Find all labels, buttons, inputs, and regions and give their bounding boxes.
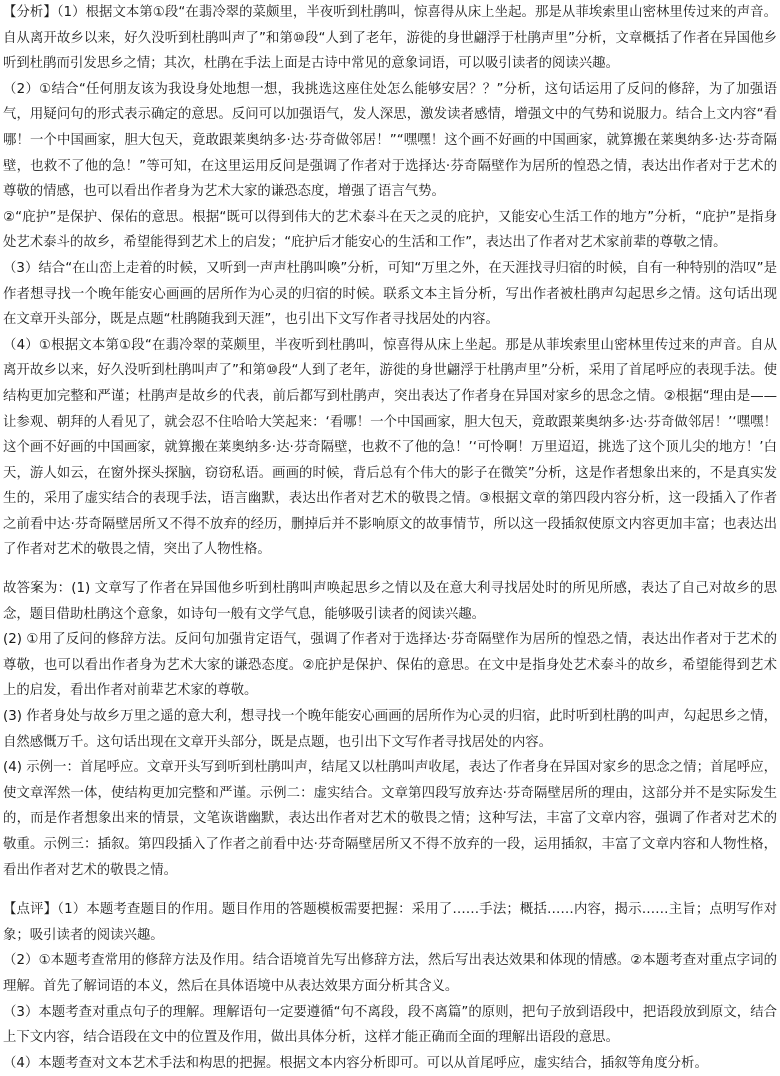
analysis-section	[3, 0, 777, 563]
analysis-paragraph-3: ②“庇护”是保护、保佑的意思。根据“既可以得到伟大的艺术泰斗在天之灵的庇护，又能安心生活工作的地方”分析，“庇护”是指身处艺术泰斗的故乡，希望能得到艺术上的启发；“庇护后才能安心的生活和工作”，表达出了作者对艺术家前辈的尊敬之情。	[3, 209, 777, 251]
answer-paragraph-2: (2) ①用了反问的修辞方法。反问句加强肯定语气，强调了作者对于选择达·芬奇隔壁作为居所的惶恐之情，表达出作者对于艺术的尊敬，也可以看出作者身为艺术大家的谦恐态度。②庇护是保护、保佑的意思。在文中是指身处艺术泰斗的故乡，希望能得到艺术上的启发，看出作者对前辈艺术家的尊敬。	[3, 632, 777, 699]
comment-paragraph-1: 【点评】（1）本题考查题目的作用。题目作用的答题模板需要把握：采用了……手法；概括……内容，揭示……主旨；点明写作对象；吸引读者的阅读兴趣。	[3, 902, 777, 943]
comment-paragraph-4: （4）本题考查对文本艺术手法和构思的把握。根据文本内容分析即可。可以从首尾呼应，虚实结合，插叙等角度分析。	[3, 1055, 708, 1071]
answer-paragraph-3: (3) 作者身处与故乡万里之遥的意大利，想寻找一个晚年能安心画画的居所作为心灵的归宿，此时听到杜鹃的叫声，勾起思乡之情，自然感慨万千。这句话出现在文章开头部分，既是点题，也引出下文写作者寻找居处的内容。	[3, 709, 777, 750]
answer-section	[3, 576, 777, 883]
answer-paragraph-1: 故答案为：(1) 文章写了作者在异国他乡听到杜鹃叫声唤起思乡之情以及在意大利寻找居处时的所见所感，表达了自己对故乡的思念，题目借助杜鹃这个意象，如诗句一般有文学气息，能够吸引读者的阅读兴趣。	[3, 581, 777, 622]
section-spacer	[3, 563, 777, 576]
answer-paragraph-4: (4) 示例一：首尾呼应。文章开头写到听到杜鹃叫声，结尾又以杜鹃叫声收尾，表达了作者身在异国对家乡的思念之情；首尾呼应，使文章浑然一体，使结构更加完整和严谨。示例二：虚实结合。文章第四段写放弃达·芬奇隔壁居所的理由，这部分并不是实际发生的，而是作者想象出来的情景，文笔诙谐幽默，表达出作者对艺术的敬畏之情；这种写法，丰富了文章内容，强调了作者对艺术的敬重。示例三：插叙。第四段插入了作者之前看中达·芬奇隔壁居所又不得不放弃的一段，运用插叙，丰富了文章内容和人物性格，看出作者对艺术的敬畏之情。	[3, 760, 777, 878]
comment-paragraph-2: （2）①本题考查常用的修辞方法及作用。结合语境首先写出修辞方法，然后写出表达效果和体现的情感。②本题考查对重点字词的理解。首先了解词语的本义，然后在具体语境中从表达效果方面分析其含义。	[3, 953, 777, 994]
comment-paragraph-3: （3）本题考查对重点句子的理解。理解语句一定要遵循“句不离段，段不离篇”的原则，把句子放到语段中，把语段放到原文，结合上下文内容，结合语段在文中的位置及作用，做出具体分析，这样才能正确而全面的理解出语段的意思。	[3, 1004, 777, 1046]
analysis-paragraph-1: 【分析】（1）根据文本第①段“在翡冷翠的菜颇里，半夜听到杜鹃叫，惊喜得从床上坐起。那是从菲埃索里山密林里传过来的声音。自从离开故乡以来，好久没听到杜鹃叫声了”和第⑩段“人到了老年，游徙的身世翩浮于杜鹃声里”分析，文章概括了作者在异国他乡听到杜鹃而引发思乡之情；其次，杜鹃在手法上面是古诗中常见的意象词语，可以吸引读者的阅读兴趣。	[3, 5, 777, 72]
analysis-paragraph-4: （3）结合“在山峦上走着的时候，又听到一声声杜鹃叫喚”分析，可知“万里之外，在天涯找寻归宿的时候，自有一种特别的浩叹”是作者想寻找一个晚年能安心画画的居所作为心灵的归宿的时候。联系文本主旨分析，写出作者被杜鹃声勾起思乡之情。这句话出现在文章开头部分，既是点题“杜鹃随我到天涯”，也引出下文写作者寻找居处的内容。	[3, 260, 777, 328]
analysis-paragraph-5: （4）①根据文本第①段“在翡冷翠的菜颇里，半夜听到杜鹃叫，惊喜得从床上坐起。那是从菲埃索里山密林里传过来的声音。自从离开故乡以来，好久没听到杜鹃叫声了”和第⑩段“人到了老年，游徙的身世翩浮于杜鹃声里”分析，采用了首尾呼应的表现手法。使结构更加完整和严谨；杜鹃声是故乡的代表，前后都写到杜鹃声，突出表达了作者身在异国对家乡的思念之情。②根据“理由是——让参观、朝拜的人看见了，就会忍不住哈哈大笑起来：‘看哪！一个中国画家，胆大包天，竟敢跟莱奥纳多·达·芬奇做邻居！’‘嘿嘿！这个画不好画的中国画家，就算搬在莱奥纳多·达·芬奇隔壁，也救不了他的急！’‘可怜啊！万里迢迢，挑选了这个顶儿尖的地方！’白天，游人如云，在窗外探头探脑，窃窃私语。画画的时候，背后总有个伟大的影子在微笑”分析，这是作者想象出来的，不是真实发生的，采用了虚实结合的表现手法，语言幽默，表达出作者对艺术的敬畏之情。③根据文章的第四段内容分析，这一段插入了作者之前看中达·芬奇隔壁居所又不得不放弃的经历，删掉后并不影响原文的故事情节，所以这一段插叙使原文内容更加丰富；也表达出了作者对艺术的敬畏之情，突出了人物性格。	[3, 337, 777, 558]
section-spacer	[3, 883, 777, 897]
comment-section	[3, 897, 777, 1076]
analysis-paragraph-2: （2）①结合“任何朋友该为我设身处地想一想，我挑选这座住处怎么能够安居？？”分析，这句话运用了反问的修辞，为了加强语气，用疑问句的形式表示确定的意思。反问可以加强语气，发人深思，激发读者感情，增强文中的气势和说服力。结合上文内容“看哪！一个中国画家，胆大包天，竟敢跟莱奥纳多·达·芬奇做邻居！”“嘿嘿！这个画不好画的中国画家，就算搬在莱奥纳多·达·芬奇隔壁，也救不了他的急！”等可知，在这里运用反问是强调了作者对于选择达·芬奇隔壁作为居所的惶恐之情，表达出作者对于艺术的尊敬的情感，也可以看出作者身为艺术大家的谦恐态度，增强了语言气势。	[3, 81, 777, 200]
